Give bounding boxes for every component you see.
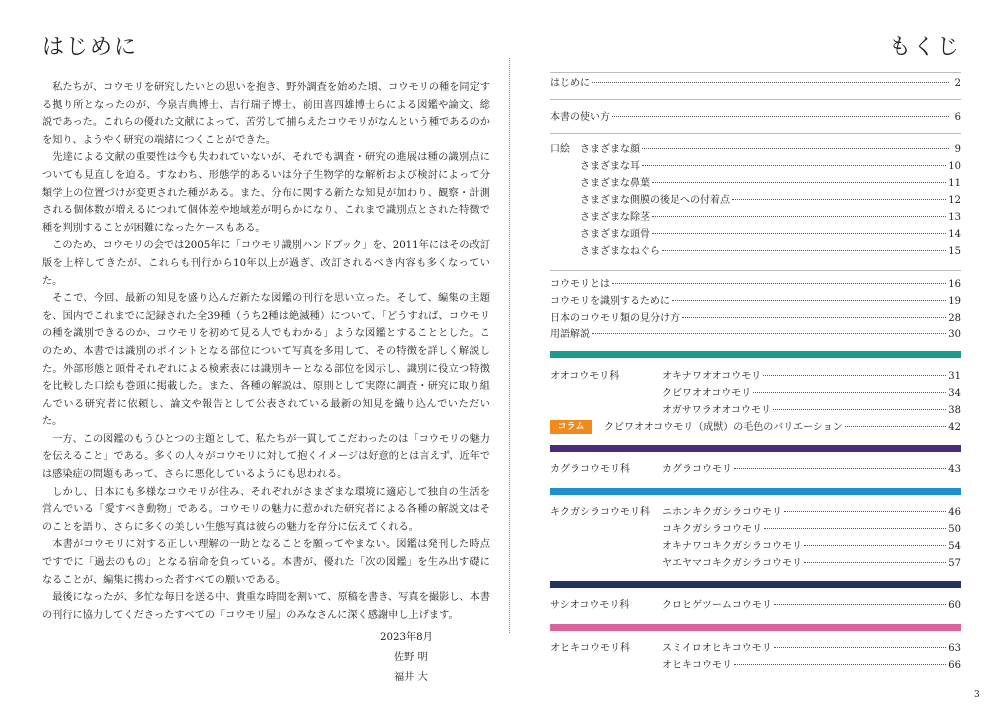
toc-entry-label: クビワオオコウモリ [662, 388, 752, 399]
toc-entry-page: 11 [948, 178, 961, 189]
family-color-band [550, 581, 961, 588]
column-badge: コラム [550, 420, 592, 434]
leader-dots [592, 333, 946, 334]
toc-entry-label: クビワオオコウモリ（成獣）の毛色のバリエーション [604, 422, 843, 433]
intro-paragraph: 一方、この図鑑のもうひとつの主題として、私たちが一貫してこだわったのは「コウモリの魅力を伝えること」である。多くの人々がコウモリに対して抱くイメージは好意的とは言えず、近年では感染症の問題もあって、さらに悪化しているようにも思われる。 [42, 433, 490, 481]
toc-entry[interactable] [550, 293, 961, 310]
toc-entry-label: スミイロオヒキコウモリ [662, 643, 772, 654]
toc-entry-page: 10 [948, 161, 961, 172]
toc-entry[interactable] [550, 109, 961, 126]
leader-dots [652, 233, 946, 234]
toc-entry-label: オキナワコキクガシラコウモリ [662, 541, 802, 552]
toc-entry-page: 28 [948, 313, 961, 324]
leader-dots [612, 116, 949, 117]
family-color-band [550, 624, 961, 631]
toc-entry[interactable] [604, 419, 961, 436]
kuchie-label: 口絵 [550, 144, 570, 155]
toc-entry-label: さまざまな顔 [580, 144, 640, 155]
toc-entry[interactable] [662, 521, 961, 538]
toc-entry[interactable] [662, 555, 961, 572]
toc-entry-label: 本書の使い方 [550, 112, 610, 123]
toc-entry-label: オキナワオオコウモリ [662, 371, 762, 382]
toc-entry-page: 66 [948, 660, 961, 671]
family-name: オオコウモリ科 [550, 371, 620, 382]
leader-dots [753, 392, 946, 393]
leader-dots [732, 199, 946, 200]
intro-date: 2023年8月 [380, 632, 433, 643]
toc-entry-page: 42 [948, 422, 961, 433]
toc-entry[interactable] [550, 310, 961, 327]
toc-entry-page: 15 [948, 246, 961, 257]
leader-dots [774, 647, 947, 648]
toc-entry-page: 54 [948, 541, 961, 552]
toc-entry[interactable] [550, 75, 961, 92]
toc-entry-page: 12 [948, 195, 961, 206]
toc-rule [550, 72, 961, 73]
toc-entry[interactable] [662, 657, 961, 674]
toc-entry-page: 19 [948, 296, 961, 307]
leader-dots [662, 250, 946, 251]
toc-entry-label: はじめに [550, 78, 590, 89]
toc-entry-page: 6 [954, 112, 961, 123]
toc-entry-page: 30 [948, 329, 961, 340]
toc-entry-label: コキクガシラコウモリ [662, 524, 762, 535]
toc-entry-page: 43 [948, 464, 961, 475]
leader-dots [682, 317, 946, 318]
toc-entry-page: 2 [954, 78, 961, 89]
intro-paragraph: しかし、日本にも多様なコウモリが住み、それぞれがさまざまな環境に適応して独自の生活を営んでいる「愛すべき動物」である。コウモリの魅力に惹かれた研究者による各種の解説文はそのことを語り、さらに多くの美しい生態写真は彼らの魅力を存分に伝えてくれる。 [42, 486, 490, 533]
toc-entry[interactable] [662, 504, 961, 521]
toc-entry[interactable] [662, 538, 961, 555]
leader-dots [784, 511, 946, 512]
leader-dots [612, 283, 946, 284]
intro-paragraph: 先達による文献の重要性は今も失われていないが、それでも調査・研究の進展は種の識別点についても見直しを迫る。すなわち、形態学的あるいは分子生物学的な解析および検討によって分類学上の位置づけが変更された種がある。また、分布に関する新たな知見が加わり、観察・計測される個体数が増えるにつれて個体差や地域差が明らかになり、これまで識別点とされた特徴で種を判別することが困難になったケースもある。 [42, 152, 490, 234]
toc-entry-label: コウモリを識別するために [550, 296, 670, 307]
leader-dots [763, 375, 946, 376]
toc-entry-label: 用語解説 [550, 329, 590, 340]
toc-entry[interactable] [580, 226, 961, 243]
intro-paragraph: 最後になったが、多忙な毎日を送る中、貴重な時間を割いて、原稿を書き、写真を撮影し、本書の刊行に協力してくださったすべての「コウモリ屋」のみなさんに深く感謝申し上げます。 [42, 592, 490, 621]
toc-entry-label: さまざまな側膜の後足への付着点 [580, 195, 730, 206]
toc-entry-label: クロヒゲツームコウモリ [662, 600, 772, 611]
leader-dots [734, 664, 946, 665]
toc-entry-page: 34 [948, 388, 961, 399]
toc-rule [550, 99, 961, 100]
leader-dots [592, 82, 949, 83]
toc-entry[interactable] [662, 461, 961, 478]
toc-entry[interactable] [662, 597, 961, 614]
toc-entry-label: カグラコウモリ [662, 464, 732, 475]
family-name: カグラコウモリ科 [550, 464, 630, 475]
family-name: オヒキコウモリ科 [550, 643, 630, 654]
toc-entry[interactable] [550, 276, 961, 293]
leader-dots [652, 216, 946, 217]
leader-dots [773, 409, 946, 410]
toc-entry-page: 31 [948, 371, 961, 382]
toc-entry-label: さまざまな頭骨 [580, 229, 650, 240]
toc-entry-page: 46 [948, 507, 961, 518]
intro-paragraph: そこで、今回、最新の知見を盛り込んだ新たな図鑑の刊行を思い立った。そして、編集の主題を、国内でこれまでに記録された全39種（うち2種は絶滅種）について、「どうすれば、コウモリの種を識別できるのか、コウモリを初めて見る人でもわかる」ような図鑑とすることとした。このため、本書では識別のポイントとなる部位について写真を多用して、その特徴を詳しく解説した。外部形態と頭骨それぞれによる検索表には識別キーとなる部位を図示し、識別に役立つ特徴を比較した口絵も巻頭に掲載した。また、各種の解説は、原則として実際に調査・研究に取り組んでいる研究者に依頼し、論文や報告として公表されている最新の知見を織り込んでいただいた。 [42, 293, 490, 428]
toc-entry[interactable] [580, 192, 961, 209]
toc-entry[interactable] [662, 368, 961, 385]
leader-dots [672, 300, 946, 301]
toc-entry-page: 38 [948, 405, 961, 416]
toc-entry[interactable] [580, 175, 961, 192]
toc-entry-label: オヒキコウモリ [662, 660, 732, 671]
toc-entry-label: 日本のコウモリ類の見分け方 [550, 313, 680, 324]
toc-rule [550, 270, 961, 271]
toc-entry-label: コウモリとは [550, 279, 610, 290]
toc-entry-page: 50 [948, 524, 961, 535]
toc-entry-label: さまざまなねぐら [580, 246, 660, 257]
toc-entry[interactable] [550, 326, 961, 343]
leader-dots [764, 528, 946, 529]
intro-section [42, 30, 490, 624]
toc-entry[interactable] [662, 385, 961, 402]
toc-entry-page: 13 [948, 212, 961, 223]
toc-entry-label: さまざまな鼻葉 [580, 178, 650, 189]
leader-dots [652, 182, 946, 183]
toc-entry[interactable] [662, 640, 961, 657]
family-color-band [550, 445, 961, 452]
toc-entry[interactable] [662, 402, 961, 419]
toc-entry[interactable] [580, 158, 961, 175]
page-number: 3 [974, 690, 980, 700]
leader-dots [774, 604, 946, 605]
family-color-band [550, 351, 961, 358]
toc-entry-label: さまざまな除茎 [580, 212, 650, 223]
family-name: キクガシラコウモリ科 [550, 507, 650, 518]
toc-entry-page: 14 [948, 229, 961, 240]
leader-dots [642, 165, 946, 166]
toc-entry-label: ニホンキクガシラコウモリ [662, 507, 782, 518]
toc-entry-page: 57 [948, 558, 961, 569]
toc-entry-page: 16 [948, 279, 961, 290]
leader-dots [804, 545, 946, 546]
signature-block [380, 628, 433, 688]
intro-paragraph: 本書がコウモリに対する正しい理解の一助となることを願ってやまない。図鑑は発刊した時点ですでに「過去のもの」となる宿命を負っている。本書が、優れた「次の図鑑」を生み出す礎になることが、編集に携わった者すべての願いである。 [42, 539, 490, 586]
leader-dots [845, 426, 947, 427]
intro-paragraph: このため、コウモリの会では2005年に「コウモリ識別ハンドブック」を、2011年にはその改訂版を上梓してきたが、これらも刊行から10年以上が過ぎ、改訂されるべき内容も多くなっていた。 [42, 240, 490, 287]
toc-entry[interactable] [580, 243, 961, 260]
toc-entry-label: ヤエヤマコキクガシラコウモリ [662, 558, 802, 569]
leader-dots [734, 468, 946, 469]
page-divider [509, 58, 510, 633]
intro-title: はじめに [42, 35, 139, 60]
family-color-band [550, 488, 961, 495]
intro-paragraph: 私たちが、コウモリを研究したいとの思いを抱き、野外調査を始めた頃、コウモリの種を同定する拠り所となったのが、今泉吉典博士、吉行瑞子博士、前田喜四雄博士らによる図鑑や論文、総説であった。これらの優れた文献によって、苦労して捕らえたコウモリがなんという種であるのかを知り、ようやく研究の端緒につくことができた。 [42, 82, 490, 146]
toc-entry-label: オガサワラオオコウモリ [662, 405, 771, 416]
leader-dots [804, 562, 946, 563]
toc-entry[interactable] [580, 141, 961, 158]
toc-header [550, 30, 961, 70]
toc-entry-page: 63 [948, 643, 961, 654]
author-name: 福井 大 [394, 672, 428, 683]
toc-entry-label: さまざまな耳 [580, 161, 640, 172]
toc-entry-page: 60 [948, 600, 961, 611]
toc-entry[interactable] [580, 209, 961, 226]
leader-dots [642, 148, 949, 149]
toc-rule [550, 133, 961, 134]
author-name: 佐野 明 [394, 652, 428, 663]
toc-entry-page: 9 [954, 144, 961, 155]
family-name: サシオコウモリ科 [550, 600, 630, 611]
toc-title: もくじ [888, 35, 961, 60]
